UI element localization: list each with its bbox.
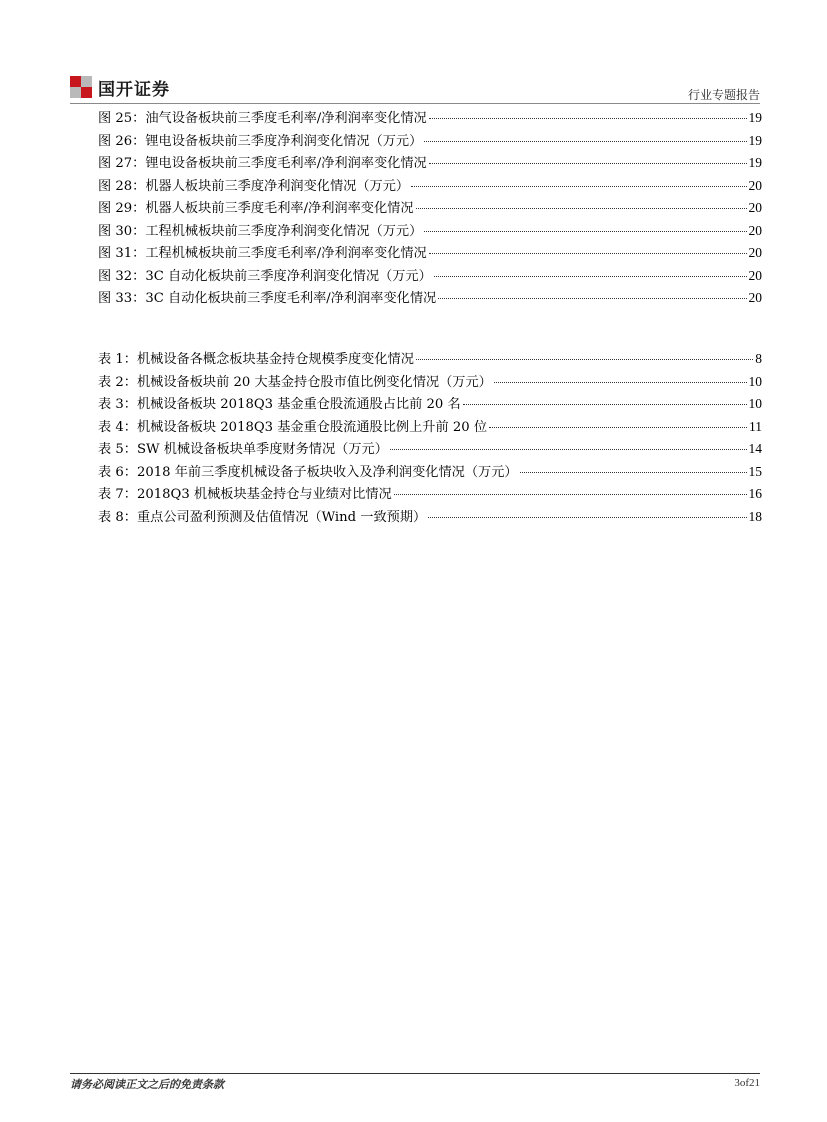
toc-leader-dots	[416, 359, 753, 360]
toc-entry[interactable]	[98, 461, 762, 484]
toc-entry-page: 14	[748, 441, 762, 456]
toc-entry-page: 19	[748, 155, 762, 170]
toc-entry-title: 工程机械板块前三季度净利润变化情况（万元）	[145, 223, 423, 239]
toc-leader-dots	[520, 472, 747, 473]
toc-entry[interactable]	[98, 242, 762, 265]
toc-leader-dots	[429, 253, 747, 254]
toc-entry-page: 20	[748, 177, 762, 193]
brand-name: 国开证券	[98, 79, 170, 100]
toc-entry[interactable]	[98, 107, 762, 130]
toc-entry-page: 16	[748, 486, 762, 501]
toc-entry-title: 3C 自动化板块前三季度净利润变化情况（万元）	[145, 268, 432, 284]
toc-entry-label: 图 30：	[98, 223, 146, 239]
toc-entry-label: 表 5：	[98, 442, 137, 457]
toc-entry-title: 机械设备板块前 20 大基金持仓股市值比例变化情况（万元）	[136, 374, 492, 390]
toc-entry[interactable]	[98, 220, 762, 243]
table-index	[98, 348, 762, 528]
toc-entry[interactable]	[98, 197, 762, 220]
toc-leader-dots	[494, 382, 747, 383]
toc-entry-page: 20	[748, 245, 762, 260]
toc-entry-title: 3C 自动化板块前三季度毛利率/净利润率变化情况	[145, 291, 437, 306]
toc-entry-page: 19	[748, 110, 762, 125]
toc-entry-label: 表 4：	[98, 419, 137, 435]
toc-entry[interactable]	[98, 152, 762, 175]
toc-entry-page: 11	[749, 418, 762, 434]
toc-entry-label: 表 3：	[98, 397, 137, 412]
toc-leader-dots	[411, 186, 746, 187]
toc-entry[interactable]	[98, 483, 762, 506]
toc-entry-page: 20	[748, 222, 762, 238]
company-logo	[70, 74, 170, 100]
toc-entry-title: 机械设备各概念板块基金持仓规模季度变化情况	[136, 352, 414, 367]
toc-entry-title: 锂电设备板块前三季度毛利率/净利润率变化情况	[145, 156, 427, 171]
toc-entry-title: 机械设备板块 2018Q3 基金重仓股流通股比例上升前 20 位	[136, 419, 488, 435]
footer-divider	[70, 1073, 760, 1074]
figure-index	[98, 107, 762, 310]
toc-leader-dots	[429, 163, 747, 164]
toc-entry-title: 重点公司盈利预测及估值情况（Wind 一致预期）	[136, 509, 427, 525]
toc-leader-dots	[428, 517, 746, 518]
toc-leader-dots	[424, 141, 746, 142]
toc-entry[interactable]	[98, 438, 762, 461]
toc-entry-label: 图 28：	[98, 178, 146, 194]
toc-entry-page: 18	[748, 508, 762, 524]
toc-entry-label: 图 27：	[98, 156, 146, 171]
toc-leader-dots	[489, 427, 747, 428]
toc-entry-label: 表 8：	[98, 509, 137, 525]
toc-entry-page: 15	[748, 463, 762, 479]
toc-entry-label: 图 31：	[98, 246, 146, 261]
toc-entry[interactable]	[98, 416, 762, 439]
toc-entry-label: 表 7：	[98, 487, 137, 502]
toc-entry[interactable]	[98, 175, 762, 198]
report-type: 行业专题报告	[687, 88, 760, 102]
toc-entry-title: 机器人板块前三季度净利润变化情况（万元）	[145, 178, 410, 194]
toc-entry-label: 表 6：	[98, 464, 137, 480]
disclaimer-note: 请务必阅读正文之后的免责条款	[70, 1078, 224, 1091]
toc-entry-page: 8	[755, 351, 762, 366]
page-header	[70, 74, 760, 104]
toc-entry[interactable]	[98, 348, 762, 371]
toc-entry-label: 图 29：	[98, 201, 146, 216]
toc-leader-dots	[438, 298, 746, 299]
toc-leader-dots	[429, 118, 747, 119]
toc-entry-label: 图 26：	[98, 133, 146, 149]
toc-entry-label: 图 25：	[98, 111, 146, 126]
toc-entry-label: 表 1：	[98, 352, 137, 367]
toc-entry-label: 表 2：	[98, 374, 137, 390]
toc-leader-dots	[434, 276, 747, 277]
toc-leader-dots	[424, 231, 746, 232]
toc-entry[interactable]	[98, 371, 762, 394]
toc-leader-dots	[416, 208, 747, 209]
toc-entry-page: 20	[748, 267, 762, 283]
header-divider	[70, 103, 760, 104]
logo-mark-icon	[70, 76, 92, 98]
toc-entry[interactable]	[98, 130, 762, 153]
toc-leader-dots	[394, 494, 747, 495]
toc-entry-page: 10	[748, 373, 762, 389]
toc-leader-dots	[463, 404, 747, 405]
toc-entry-title: 锂电设备板块前三季度净利润变化情况（万元）	[145, 133, 423, 149]
toc-entry-label: 图 33：	[98, 291, 146, 306]
toc-entry-title: 机器人板块前三季度毛利率/净利润率变化情况	[145, 201, 414, 216]
toc-leader-dots	[390, 449, 747, 450]
toc-entry[interactable]	[98, 265, 762, 288]
toc-entry-title: 机械设备板块 2018Q3 基金重仓股流通股占比前 20 名	[136, 397, 461, 412]
toc-entry-page: 10	[748, 396, 762, 411]
toc-entry-label: 图 32：	[98, 268, 146, 284]
toc-entry-page: 20	[748, 200, 762, 215]
toc-entry-page: 20	[748, 290, 762, 305]
toc-entry[interactable]	[98, 506, 762, 529]
toc-entry-title: 油气设备板块前三季度毛利率/净利润率变化情况	[145, 111, 427, 126]
toc-entry-title: 工程机械板块前三季度毛利率/净利润率变化情况	[145, 246, 427, 261]
toc-entry-title: 2018 年前三季度机械设备子板块收入及净利润变化情况（万元）	[136, 464, 518, 480]
toc-entry[interactable]	[98, 287, 762, 310]
toc-entry-page: 19	[748, 132, 762, 148]
toc-entry[interactable]	[98, 393, 762, 416]
page-number: 3of21	[734, 1077, 760, 1089]
toc-entry-title: SW 机械设备板块单季度财务情况（万元）	[136, 442, 388, 457]
toc-entry-title: 2018Q3 机械板块基金持仓与业绩对比情况	[136, 487, 392, 502]
